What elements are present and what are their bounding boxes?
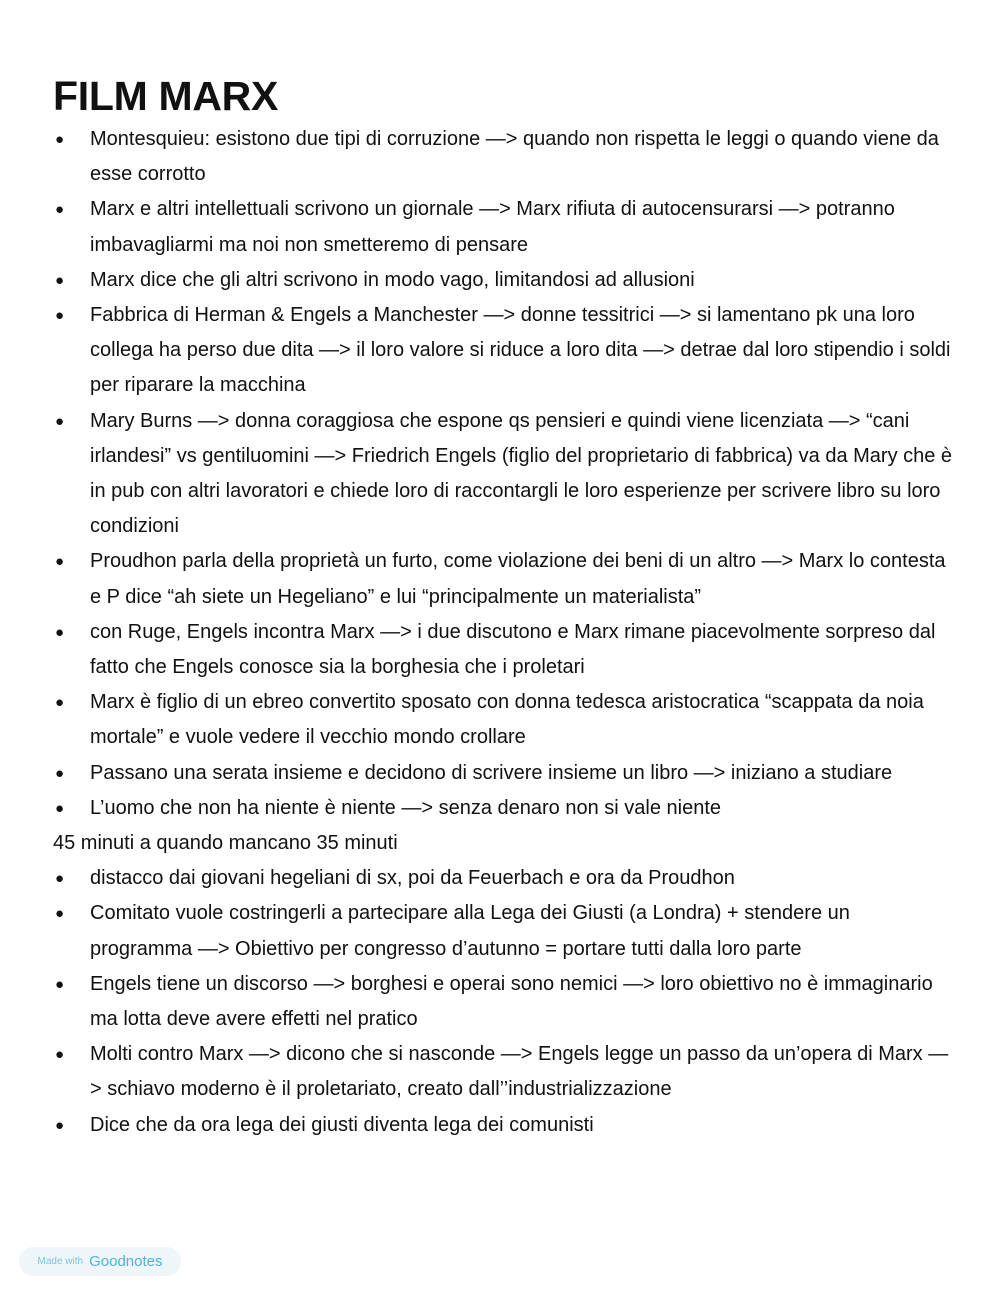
bullet-icon: ● xyxy=(55,694,65,712)
list-item xyxy=(53,404,953,545)
bullet-icon: ● xyxy=(55,412,65,430)
list-item-text: Proudhon parla della proprietà un furto, come violazione dei beni di un altro —> Marx lo contesta e P dice “ah siete un Hegeliano” e lui “principalmente un materialista” xyxy=(90,550,946,608)
list-item xyxy=(53,685,953,755)
bullet-icon: ● xyxy=(55,553,65,571)
list-item xyxy=(53,967,953,1037)
bullet-icon: ● xyxy=(55,623,65,641)
list-item-text: Engels tiene un discorso —> borghesi e operai sono nemici —> loro obiettivo no è immaginario ma lotta deve avere effetti nel pratico xyxy=(90,972,933,1031)
list-item-text: Marx e altri intellettuali scrivono un giornale —> Marx rifiuta di autocensurarsi —> potranno imbavagliarmi ma noi non smetteremo di pensare xyxy=(90,198,895,256)
list-item-text: con Ruge, Engels incontra Marx —> i due discutono e Marx rimane piacevolmente sorpreso dal fatto che Engels conosce sia la borghesia che i proletari xyxy=(90,620,936,679)
bullet-list-2 xyxy=(53,861,953,1143)
list-item xyxy=(53,122,953,192)
list-item xyxy=(53,1108,953,1143)
goodnotes-badge[interactable] xyxy=(19,1247,181,1276)
bullet-icon: ● xyxy=(55,131,65,148)
bullet-icon: ● xyxy=(55,1046,65,1064)
bullet-icon: ● xyxy=(55,870,65,888)
bullet-icon: ● xyxy=(55,307,65,325)
bullet-icon: ● xyxy=(55,764,65,782)
list-item-text: Marx dice che gli altri scrivono in modo vago, limitandosi ad allusioni xyxy=(90,268,695,291)
list-item xyxy=(53,615,953,685)
made-with-label: Made with xyxy=(37,1256,84,1267)
list-item xyxy=(53,896,953,966)
interlude-text: 45 minuti a quando mancano 35 minuti xyxy=(53,832,398,855)
list-item xyxy=(53,544,953,614)
goodnotes-logo: Goodnotes xyxy=(89,1253,163,1270)
list-item-text: Molti contro Marx —> dicono che si nasconde —> Engels legge un passo da un’opera di Marx —> schiavo moderno è il proletariato, creato dall’’industrializzazione xyxy=(90,1043,949,1101)
bullet-icon: ● xyxy=(55,975,65,993)
list-item xyxy=(53,756,953,791)
list-item-text: Fabbrica di Herman & Engels a Manchester —> donne tessitrici —> si lamentano pk una loro collega ha perso due dita —> il loro valore si riduce a loro dita —> detrae dal loro stipendio i soldi per riparare la macchina xyxy=(90,304,951,397)
list-item-text: Marx è figlio di un ebreo convertito sposato con donna tedesca aristocratica “scappata da noia mortale” e vuole vedere il vecchio mondo crollare xyxy=(90,691,924,749)
list-item xyxy=(53,263,953,298)
list-item-text: Montesquieu: esistono due tipi di corruzione —> quando non rispetta le leggi o quando viene da esse corrotto xyxy=(90,128,939,186)
list-item-text: Mary Burns —> donna coraggiosa che espone qs pensieri e quindi viene licenziata —> “cani irlandesi” vs gentiluomini —> Friedrich Engels (figlio del proprietario di fabbrica) va da Mary che è in pub con altri lavoratori e chiede loro di raccontargli le loro esperienze per scrivere libro su loro condizioni xyxy=(90,409,953,538)
note-page xyxy=(53,70,953,1143)
list-item xyxy=(53,1037,953,1107)
list-item-text: L’uomo che non ha niente è niente —> senza denaro non si vale niente xyxy=(90,796,722,819)
list-item-text: Dice che da ora lega dei giusti diventa lega dei comunisti xyxy=(90,1113,594,1136)
list-item xyxy=(53,791,953,826)
bullet-icon: ● xyxy=(55,201,65,219)
list-item xyxy=(53,298,953,404)
bullet-icon: ● xyxy=(55,905,65,923)
bullet-list-1 xyxy=(53,122,953,826)
bullet-icon: ● xyxy=(55,271,65,289)
list-item xyxy=(53,192,953,262)
list-item xyxy=(53,861,953,896)
bullet-icon: ● xyxy=(55,1116,65,1134)
list-item-text: Comitato vuole costringerli a partecipare alla Lega dei Giusti (a Londra) + stendere un programma —> Obiettivo per congresso d’autunno = portare tutti dalla loro parte xyxy=(90,902,850,960)
page-title: FILM MARX xyxy=(53,73,279,119)
bullet-icon: ● xyxy=(55,799,65,817)
list-item-text: distacco dai giovani hegeliani di sx, poi da Feuerbach e ora da Proudhon xyxy=(90,867,735,890)
list-item-text: Passano una serata insieme e decidono di scrivere insieme un libro —> iniziano a studiare xyxy=(90,761,893,784)
